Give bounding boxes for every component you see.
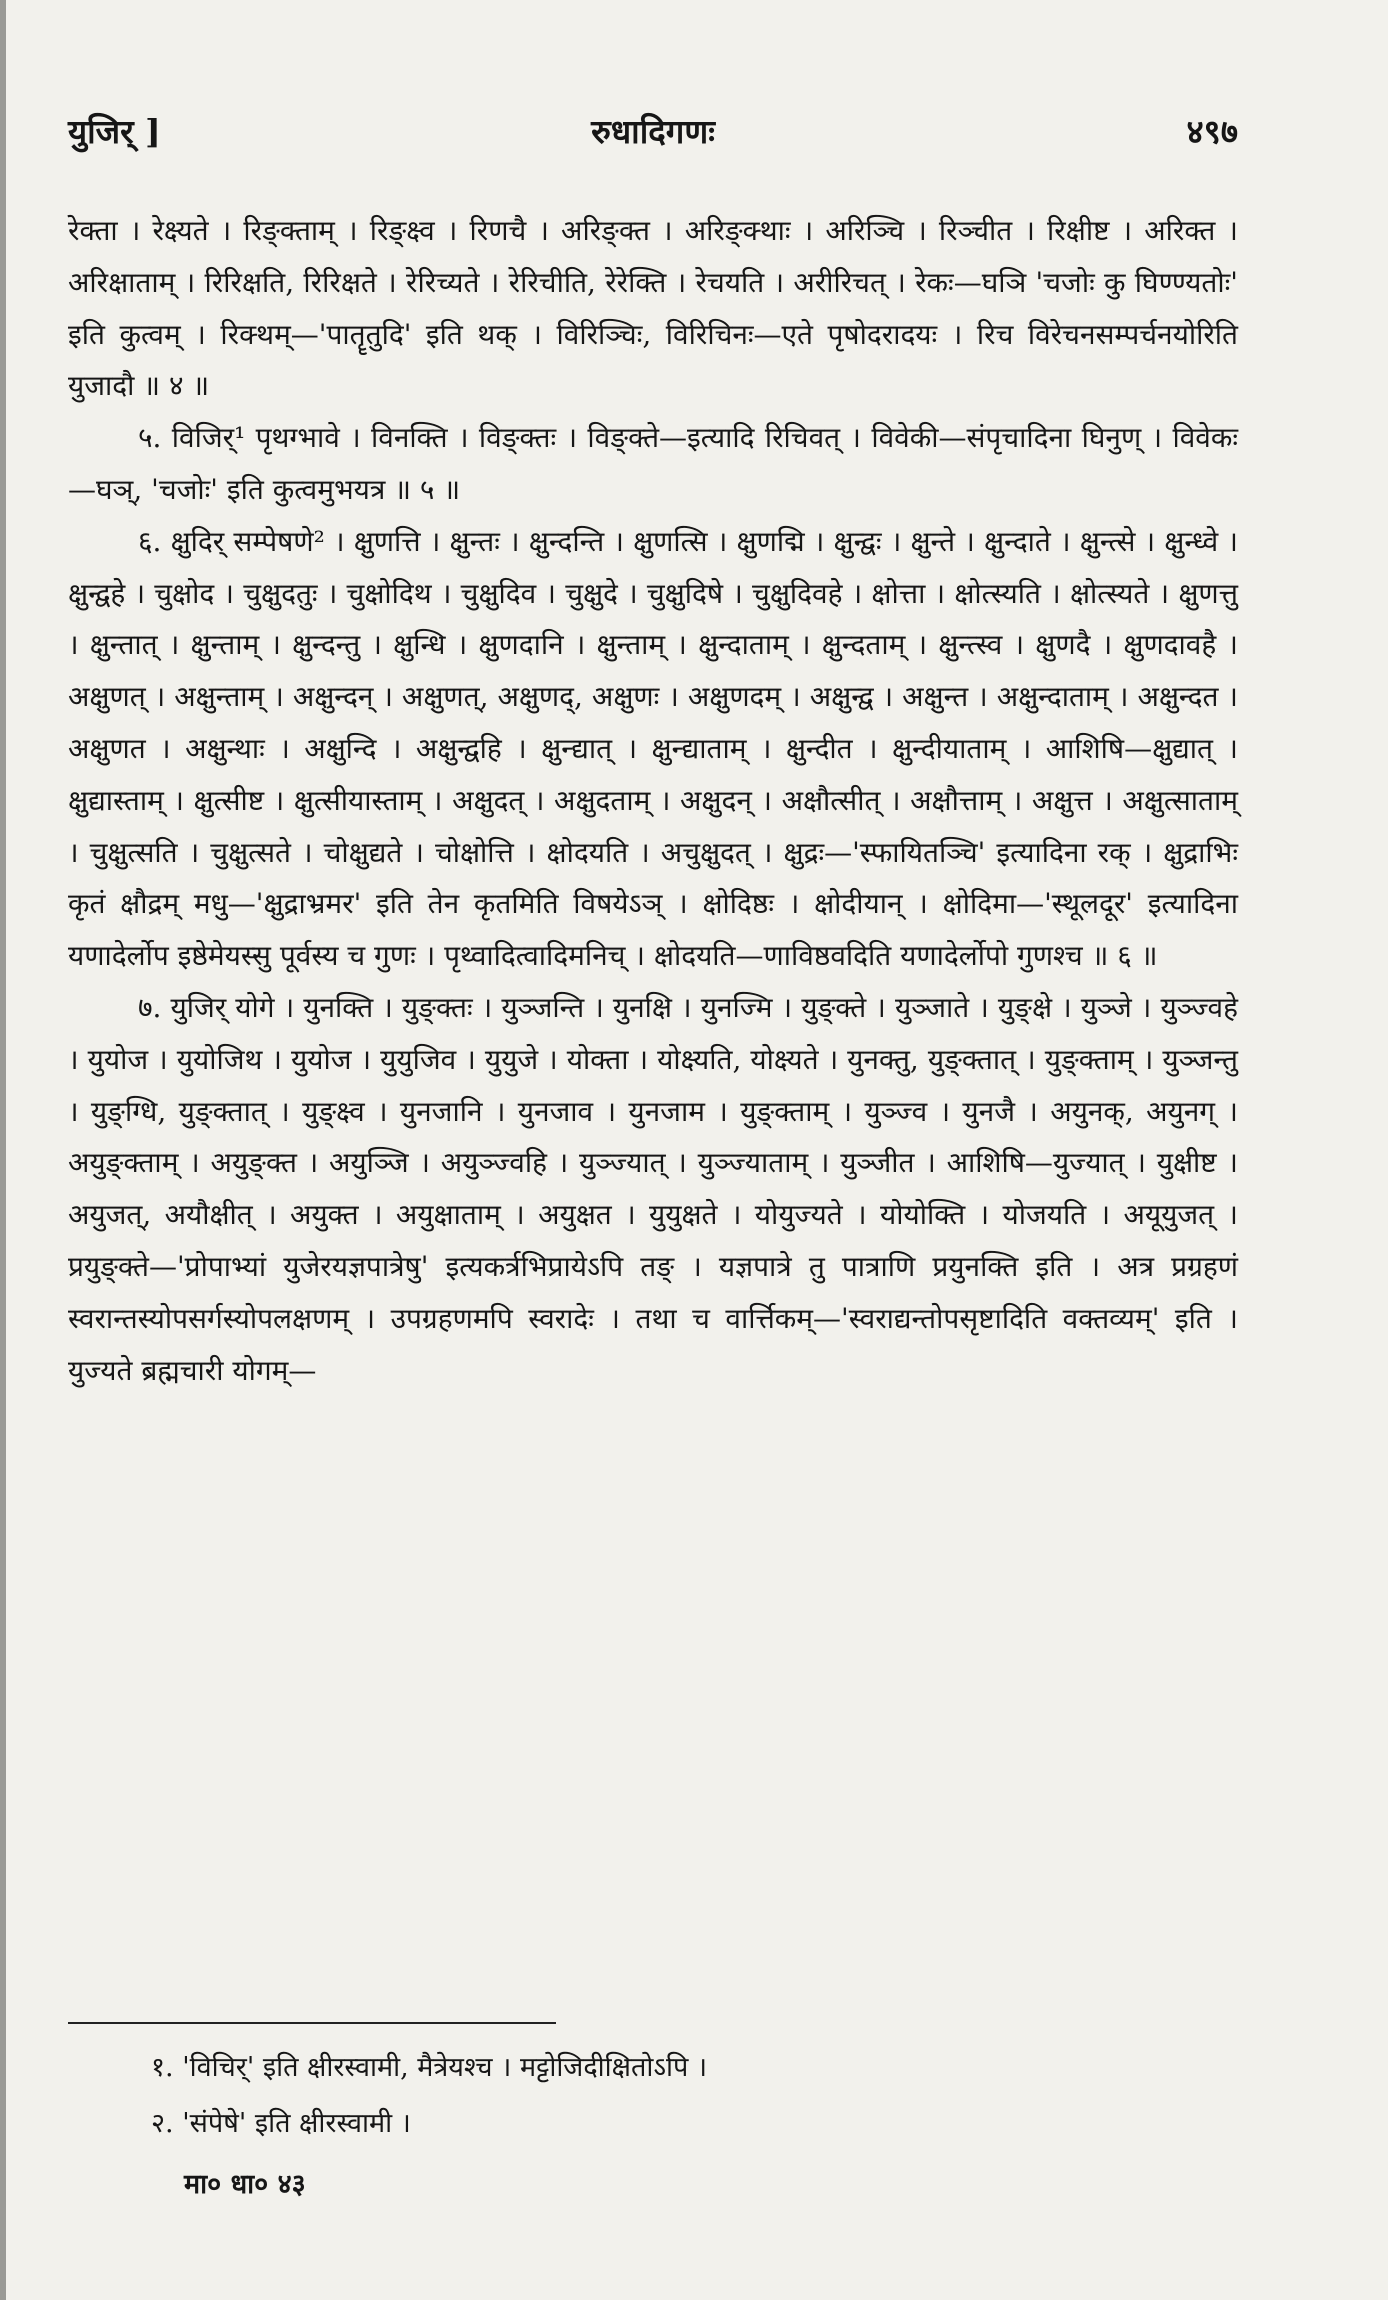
footnotes	[151, 2040, 1238, 2152]
paragraph-6: ६. क्षुदिर् सम्पेषणे² । क्षुणत्ति । क्षुन्तः । क्षुन्दन्ति । क्षुणत्सि । क्षुणद्मि । क्षुन्द्वः । क्षुन्ते । क्षुन्दाते । क्षुन्त्से । क्षुन्ध्वे । क्षुन्द्वहे । चुक्षोद । चुक्षुदतुः । चुक्षोदिथ । चुक्षुदिव । चुक्षुदे । चुक्षुदिषे । चुक्षुदिवहे । क्षोत्ता । क्षोत्स्यति । क्षोत्स्यते । क्षुणत्तु । क्षुन्तात् । क्षुन्ताम् । क्षुन्दन्तु । क्षुन्धि । क्षुणदानि । क्षुन्ताम् । क्षुन्दाताम् । क्षुन्दताम् । क्षुन्त्स्व । क्षुणदै । क्षुणदावहै । अक्षुणत् । अक्षुन्ताम् । अक्षुन्दन् । अक्षुणत्, अक्षुणद्, अक्षुणः । अक्षुणदम् । अक्षुन्द्व । अक्षुन्त । अक्षुन्दाताम् । अक्षुन्दत । अक्षुणत । अक्षुन्थाः । अक्षुन्दि । अक्षुन्द्वहि । क्षुन्द्यात् । क्षुन्द्याताम् । क्षुन्दीत । क्षुन्दीयाताम् । आशिषि—क्षुद्यात् । क्षुद्यास्ताम् । क्षुत्सीष्ट । क्षुत्सीयास्ताम् । अक्षुदत् । अक्षुदताम् । अक्षुदन् । अक्षौत्सीत् । अक्षौत्ताम् । अक्षुत्त । अक्षुत्साताम् । चुक्षुत्सति । चुक्षुत्सते । चोक्षुद्यते । चोक्षोत्ति । क्षोदयति । अचुक्षुदत् । क्षुद्रः—'स्फायितञ्चि' इत्यादिना रक् । क्षुद्राभिः कृतं क्षौद्रम् मधु—'क्षुद्राभ्रमर' इति तेन कृतमिति विषयेऽञ् । क्षोदिष्ठः । क्षोदीयान् । क्षोदिमा—'स्थूलदूर' इत्यादिना यणादेर्लोप इष्ठेमेयस्सु पूर्वस्य च गुणः । पृथ्वादित्वादिमनिच् । क्षोदयति—णाविष्ठवदिति यणादेर्लोपो गुणश्च ॥ ६ ॥	[68, 524, 1238, 973]
footnote-1: १. 'विचिर्' इति क्षीरस्वामी, मैत्रेयश्च । मट्टोजिदीक्षितोऽपि ।	[151, 2052, 708, 2083]
header-chapter-title: रुधादिगणः	[591, 112, 715, 151]
main-text	[68, 205, 1238, 1396]
paragraph-4: रेक्ता । रेक्ष्यते । रिङ्क्ताम् । रिङ्क्ष्व । रिणचै । अरिङ्क्त । अरिङ्क्थाः । अरिञ्चि । रिञ्चीत । रिक्षीष्ट । अरिक्त । अरिक्षाताम् । रिरिक्षति, रिरिक्षते । रेरिच्यते । रेरिचीति, रेरेक्ति । रेचयति । अरीरिचत् । रेकः—घञि 'चजोः कु घिण्ण्यतोः' इति कुत्वम् । रिक्थम्—'पातॄतुदि' इति थक् । विरिञ्चिः, विरिचिनः—एते पृषोदरादयः । रिच विरेचनसम्पर्चनयोरिति युजादौ ॥ ४ ॥	[68, 214, 1238, 403]
page-number: ४९७	[1186, 112, 1238, 151]
header-section-title: युजिर् ]	[68, 112, 161, 151]
paragraph-7: ७. युजिर् योगे । युनक्ति । युङ्क्तः । युञ्जन्ति । युनक्षि । युनज्मि । युङ्क्ते । युञ्जाते । युङ्क्षे । युञ्जे । युञ्ज्वहे । युयोज । युयोजिथ । युयोज । युयुजिव । युयुजे । योक्ता । योक्ष्यति, योक्ष्यते । युनक्तु, युङ्क्तात् । युङ्क्ताम् । युञ्जन्तु । युङ्ग्धि, युङ्क्तात् । युङ्क्ष्व । युनजानि । युनजाव । युनजाम । युङ्क्ताम् । युञ्ज्व । युनजै । अयुनक्, अयुनग् । अयुङ्क्ताम् । अयुङ्क्त । अयुञ्जि । अयुञ्ज्वहि । युञ्ज्यात् । युञ्ज्याताम् । युञ्जीत । आशिषि—युज्यात् । युक्षीष्ट । अयुजत्, अयौक्षीत् । अयुक्त । अयुक्षाताम् । अयुक्षत । युयुक्षते । योयुज्यते । योयोक्ति । योजयति । अयूयुजत् । प्रयुङ्क्ते—'प्रोपाभ्यां युजेरयज्ञपात्रेषु' इत्यकर्त्रभिप्रायेऽपि तङ् । यज्ञपात्रे तु पात्राणि प्रयुनक्ति इति । अत्र प्रग्रहणं स्वरान्तस्योपसर्गस्योपलक्षणम् । उपग्रहणमपि स्वरादेः । तथा च वार्त्तिकम्—'स्वराद्यन्तोपसृष्टादिति वक्तव्यम्' इति । युज्यते ब्रह्मचारी योगम्—	[68, 990, 1238, 1387]
footnote-divider	[68, 2022, 556, 2024]
printer-signature: मा० धा० ४३	[184, 2169, 306, 2200]
running-header	[68, 108, 1238, 158]
footnote-2: २. 'संपेषे' इति क्षीरस्वामी ।	[151, 2108, 411, 2139]
paragraph-5: ५. विजिर्¹ पृथग्भावे । विनक्ति । विङ्क्तः । विङ्क्ते—इत्यादि रिचिवत् । विवेकी—संपृचादिना घिनुण् । विवेकः—घञ्, 'चजोः' इति कुत्वमुभयत्र ॥ ५ ॥	[68, 421, 1238, 506]
